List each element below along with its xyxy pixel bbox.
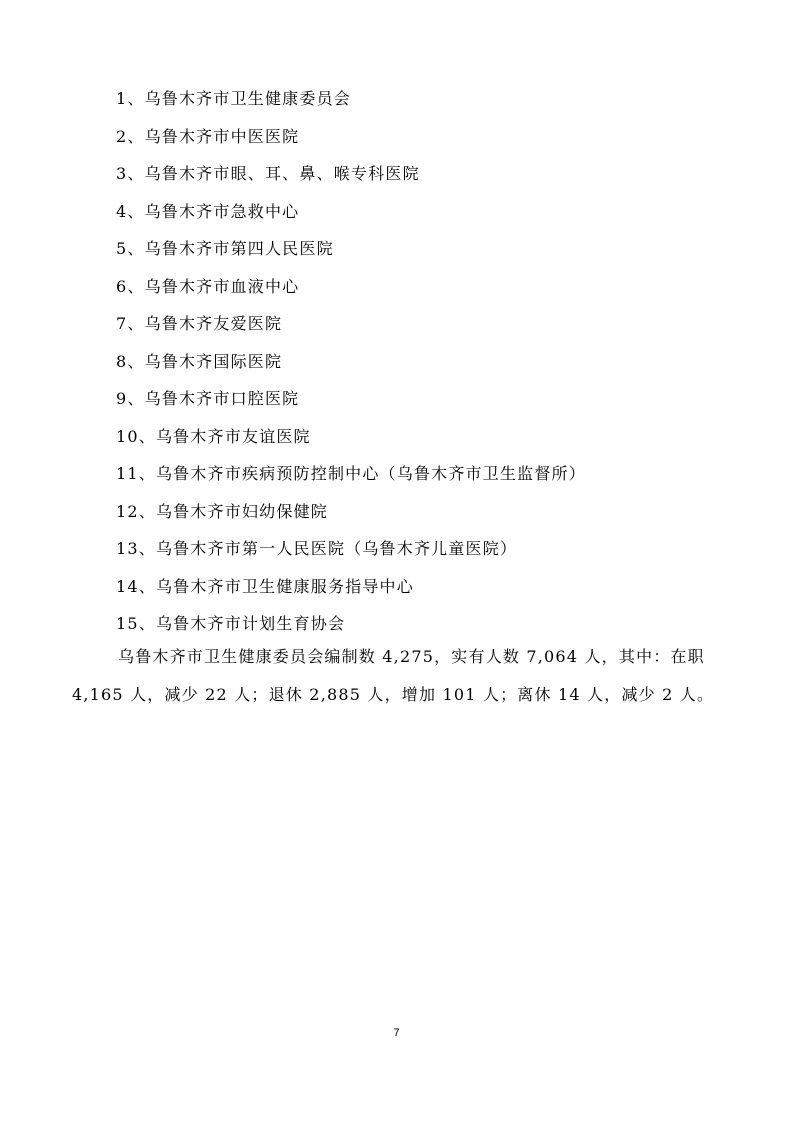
unit-list-item: 14、乌鲁木齐市卫生健康服务指导中心 [116,576,414,596]
unit-list-item: 12、乌鲁木齐市妇幼保健院 [116,501,328,521]
unit-list-item: 11、乌鲁木齐市疾病预防控制中心（乌鲁木齐市卫生监督所） [116,464,586,483]
staffing-summary-line: 乌鲁木齐市卫生健康委员会编制数 4,275，实有人数 7,064 人，其中：在职 [118,647,705,666]
unit-list-item: 3、乌鲁木齐市眼、耳、鼻、喉专科医院 [116,164,420,183]
unit-list [116,86,756,649]
unit-list-item: 4、乌鲁木齐市急救中心 [116,201,300,221]
unit-list-item: 8、乌鲁木齐国际医院 [116,351,283,371]
unit-list-item: 10、乌鲁木齐市友谊医院 [116,426,311,446]
page-number: 7 [393,1027,400,1039]
unit-list-item: 15、乌鲁木齐市计划生育协会 [116,614,346,633]
unit-list-item: 13、乌鲁木齐市第一人民医院（乌鲁木齐儿童医院） [116,539,518,558]
unit-list-item: 5、乌鲁木齐市第四人民医院 [116,239,334,258]
unit-list-item: 9、乌鲁木齐市口腔医院 [116,389,300,408]
unit-list-item: 1、乌鲁木齐市卫生健康委员会 [116,89,351,108]
staffing-summary-line: 4,165 人，减少 22 人；退休 2,885 人，增加 101 人；离休 14 人，减少 2 人。 [72,684,715,704]
unit-list-item: 7、乌鲁木齐友爱医院 [116,314,283,333]
unit-list-item: 6、乌鲁木齐市血液中心 [116,276,300,296]
staffing-summary [72,644,732,719]
unit-list-item: 2、乌鲁木齐市中医医院 [116,126,300,146]
